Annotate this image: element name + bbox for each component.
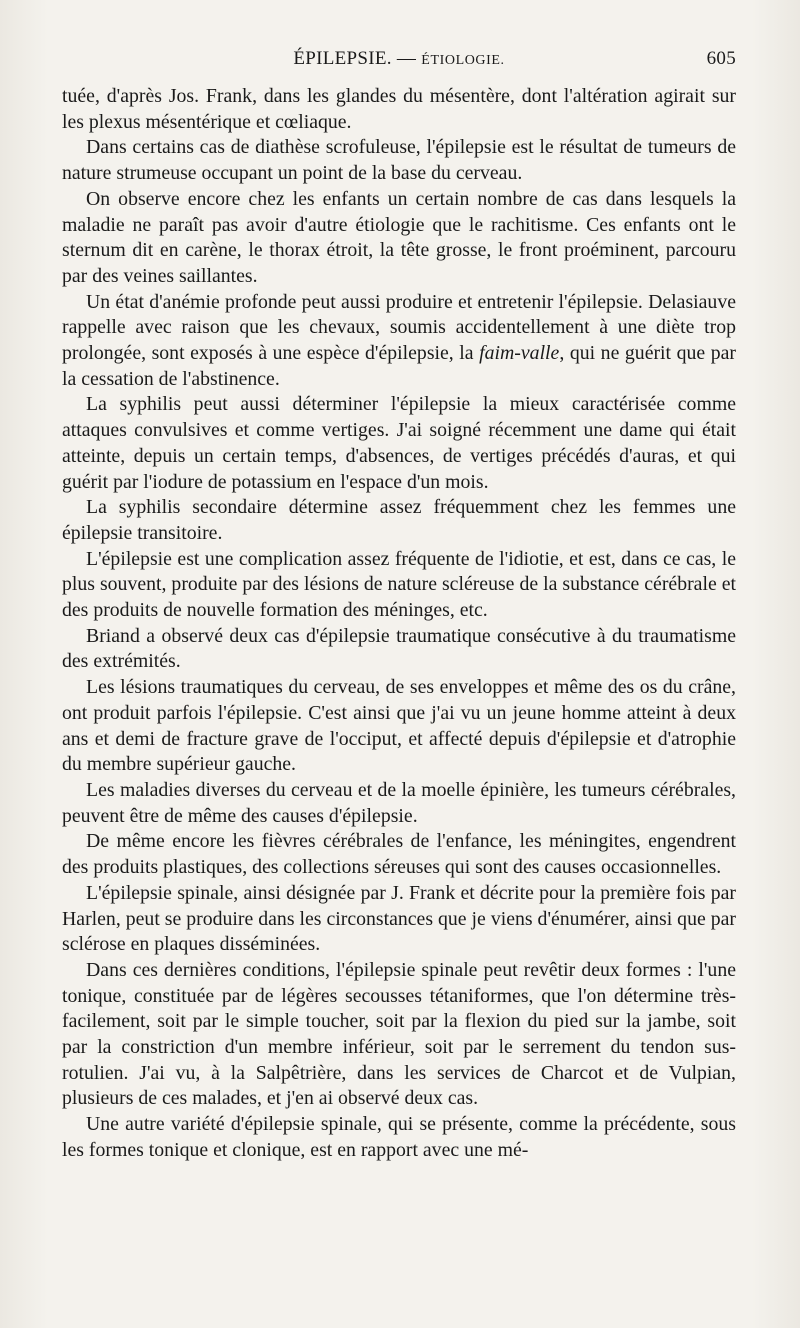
paragraph-4-before: Un état d'anémie profonde peut aussi produire et entretenir l'épilepsie. Delasiauve rappelle avec raison que les chevaux, soumis accidentellement à une diète trop prolongée, sont exposés à une espèce d'épilepsie, la [62, 290, 736, 365]
paragraph-9: Les lésions traumatiques du cerveau, de ses enveloppes et même des os du crâne, ont produit parfois l'épilepsie. C'est ainsi que j'ai vu un jeune homme atteint à deux ans et demi de fracture grave de l'occiput, et affecté depuis d'épilepsie et d'atrophie du membre supérieur gauche. [62, 676, 736, 776]
running-title-separator: — [396, 48, 417, 69]
running-title-sub: ÉTIOLOGIE. [421, 53, 505, 68]
paragraph-10: Les maladies diverses du cerveau et de la moelle épinière, les tumeurs cérébrales, peuvent être de même des causes d'épilepsie. [62, 778, 736, 827]
paragraph-2: Dans certains cas de diathèse scrofuleuse, l'épilepsie est le résultat de tumeurs de nature strumeuse occupant un point de la base du cerveau. [62, 136, 736, 185]
running-header [62, 44, 736, 84]
paragraph-4-emphasis: faim-valle [479, 342, 560, 365]
paragraph-1: tuée, d'après Jos. Frank, dans les glandes du mésentère, dont l'altération agirait sur les plexus mésentérique et cœliaque. [62, 85, 736, 133]
page-number: 605 [706, 48, 736, 69]
running-title-main: ÉPILEPSIE. [293, 48, 392, 69]
paragraph-14: Une autre variété d'épilepsie spinale, qui se présente, comme la précédente, sous les formes tonique et clonique, est en rapport avec une mé- [62, 1113, 736, 1161]
running-title [62, 48, 736, 70]
paragraph-11: De même encore les fièvres cérébrales de l'enfance, les méningites, engendrent des produits plastiques, des collections séreuses qui sont des causes occasionnelles. [62, 830, 736, 879]
paragraph-6: La syphilis secondaire détermine assez fréquemment chez les femmes une épilepsie transitoire. [62, 496, 736, 544]
paragraph-13: Dans ces dernières conditions, l'épilepsie spinale peut revêtir deux formes : l'une tonique, constituée par de légères secousses tétaniformes, que l'on détermine très-facilement, soit par le simple toucher, soit par la flexion du pied sur la jambe, soit par la constriction d'un membre inférieur, soit par le serrement du tendon sus-rotulien. J'ai vu, à la Salpêtrière, dans les services de Charcot et de Vulpian, plusieurs de ces malades, et j'en ai observé deux cas. [62, 958, 736, 1110]
paragraph-7: L'épilepsie est une complication assez fréquente de l'idiotie, et est, dans ce cas, le plus souvent, produite par des lésions de nature scléreuse de la substance cérébrale et des produits de nouvelle formation des méninges, etc. [62, 547, 736, 622]
paragraph-4-after: , qui ne guérit que par la cessation de l'abstinence. [62, 342, 736, 390]
paragraph-5: La syphilis peut aussi déterminer l'épilepsie la mieux caractérisée comme attaques convulsives et comme vertiges. J'ai soigné récemment une dame qui était atteinte, depuis un certain temps, d'absences, de vertiges précédés d'auras, et qui guérit par l'iodure de potassium en l'espace d'un mois. [62, 393, 736, 493]
paragraph-8: Briand a observé deux cas d'épilepsie traumatique consécutive à du traumatisme des extrémités. [62, 624, 736, 673]
paragraph-12: L'épilepsie spinale, ainsi désignée par J. Frank et décrite pour la première fois par Harlen, peut se produire dans les circonstances que je viens d'énumérer, ainsi que par sclérose en plaques disséminées. [62, 881, 736, 956]
body-text [62, 84, 736, 1164]
paragraph-4 [62, 290, 736, 393]
paragraph-3: On observe encore chez les enfants un certain nombre de cas dans lesquels la maladie ne paraît pas avoir d'autre étiologie que le rachitisme. Ces enfants ont le sternum dit en carène, le thorax étroit, la tête grosse, le front proéminent, parcouru par des veines saillantes. [62, 187, 736, 287]
